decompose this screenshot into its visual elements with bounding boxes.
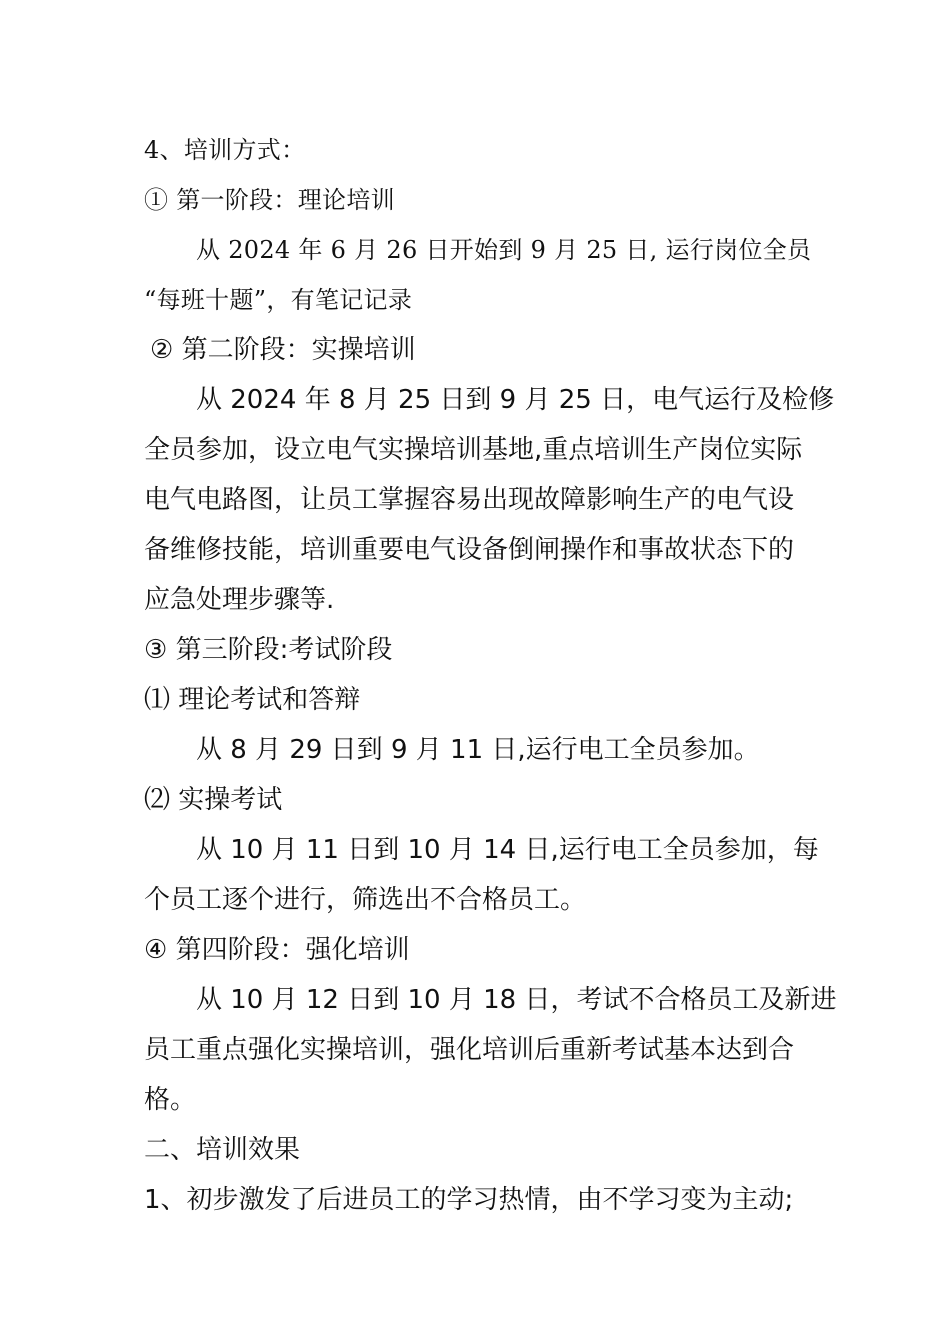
theory-exam-subheading: ⑴ 理论考试和答辩 bbox=[144, 685, 361, 715]
stage-two-paragraph-line-3: 电气电路图，让员工掌握容易出现故障影响生产的电气设 bbox=[144, 485, 795, 515]
stage-four-paragraph-line-1: 从 10 月 12 日到 10 月 18 日，考试不合格员工及新进 bbox=[196, 985, 837, 1015]
stage-two-paragraph-line-4: 备维修技能，培训重要电气设备倒闸操作和事故状态下的 bbox=[144, 535, 795, 565]
practical-exam-subheading: ⑵ 实操考试 bbox=[144, 785, 283, 815]
training-result-item-1: 1、初步激发了后进员工的学习热情，由不学习变为主动; bbox=[144, 1185, 794, 1215]
stage-three-heading: ③ 第三阶段:考试阶段 bbox=[144, 635, 393, 665]
stage-two-paragraph-line-2: 全员参加，设立电气实操培训基地,重点培训生产岗位实际 bbox=[144, 435, 803, 465]
stage-one-paragraph-line-1: 从 2024 年 6 月 26 日开始到 9 月 25 日, 运行岗位全员 bbox=[196, 236, 812, 264]
stage-two-paragraph-line-1: 从 2024 年 8 月 25 日到 9 月 25 日，电气运行及检修 bbox=[196, 385, 835, 415]
section-heading-training-results: 二、培训效果 bbox=[144, 1135, 301, 1165]
stage-two-paragraph-line-5: 应急处理步骤等. bbox=[144, 585, 335, 615]
stage-one-paragraph-line-2: “每班十题”，有笔记记录 bbox=[144, 286, 413, 314]
theory-exam-paragraph: 从 8 月 29 日到 9 月 11 日,运行电工全员参加。 bbox=[196, 735, 760, 765]
practical-exam-paragraph-line-2: 个员工逐个进行，筛选出不合格员工。 bbox=[144, 885, 587, 915]
stage-four-paragraph-line-3: 格。 bbox=[144, 1085, 197, 1115]
stage-two-heading: ② 第二阶段：实操培训 bbox=[150, 335, 416, 365]
practical-exam-paragraph-line-1: 从 10 月 11 日到 10 月 14 日,运行电工全员参加，每 bbox=[196, 835, 819, 865]
section-heading-training-method: 4、培训方式： bbox=[144, 136, 306, 164]
stage-four-heading: ④ 第四阶段：强化培训 bbox=[144, 935, 410, 965]
stage-four-paragraph-line-2: 员工重点强化实操培训，强化培训后重新考试基本达到合 bbox=[144, 1035, 795, 1065]
stage-one-heading: ① 第一阶段：理论培训 bbox=[144, 186, 395, 214]
